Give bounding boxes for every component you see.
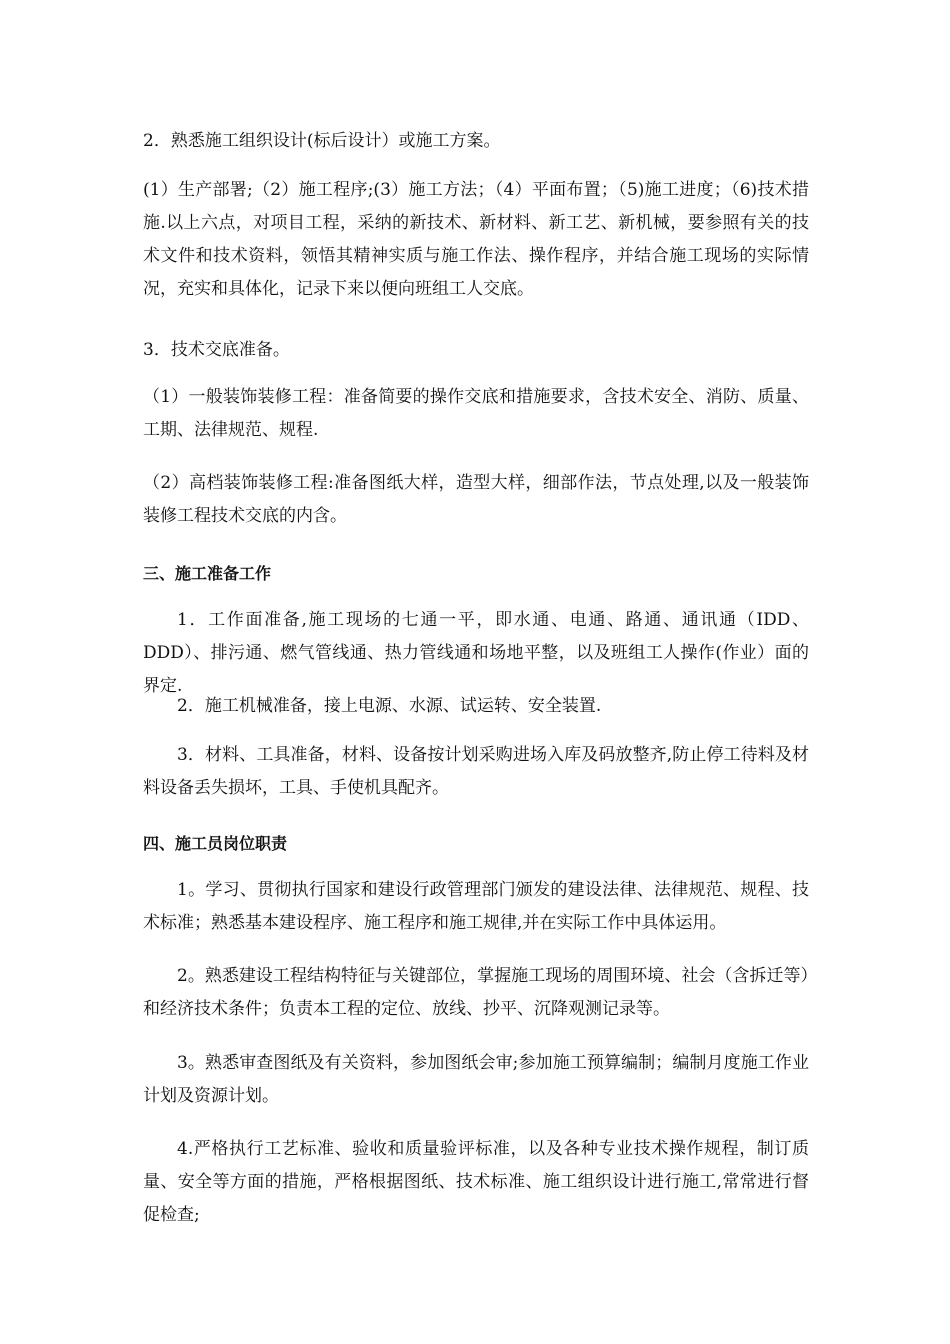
paragraph-materials-tools: 3．材料、工具准备，材料、设备按计划采购进场入库及码放整齐,防止停工待料及材料设备丢失损坏，工具、手使机具配齐。 — [143, 745, 809, 798]
paragraph-work-surface: 1．工作面准备,施工现场的七通一平，即水通、电通、路通、通讯通（IDD、DDD）、排污通、燃气管线通、热力管线通和场地平整，以及班组工人操作(作业）面的界定. — [143, 610, 809, 696]
paragraph-duty-3: 3。熟悉审查图纸及有关资料，参加图纸会审;参加施工预算编制；编制月度施工作业计划及资源计划。 — [143, 1053, 809, 1106]
paragraph-six-points: (1）生产部署;（2）施工程序;(3）施工方法；（4）平面布置；（5)施工进度；（6)技术措施.以上六点，对项目工程，采纳的新技术、新材料、新工艺、新机械，要参照有关的技术文件和技术资料，领悟其精神实质与施工作法、操作程序，并结合施工现场的实际情况，充实和具体化，记录下来以便向班组工人交底。 — [143, 180, 809, 299]
paragraph-technical-briefing: 3．技术交底准备。 — [143, 340, 290, 360]
section-heading-preparation: 三、施工准备工作 — [143, 564, 272, 583]
paragraph-duty-1: 1。学习、贯彻执行国家和建设行政管理部门颁发的建设法律、法律规范、规程、技术标准；熟悉基本建设程序、施工程序和施工规律,并在实际工作中具体运用。 — [143, 880, 809, 933]
paragraph-construction-design: 2．熟悉施工组织设计(标后设计）或施工方案。 — [143, 131, 501, 151]
paragraph-duty-2: 2。熟悉建设工程结构特征与关键部位，掌握施工现场的周围环境、社会（含拆迁等）和经济技术条件；负责本工程的定位、放线、抄平、沉降观测记录等。 — [143, 966, 809, 1019]
section-heading-duties: 四、施工员岗位职责 — [143, 834, 288, 853]
paragraph-duty-4: 4.严格执行工艺标准、验收和质量验评标准，以及各种专业技术操作规程，制订质量、安全等方面的措施，严格根据图纸、技术标准、施工组织设计进行施工,常常进行督促检查; — [143, 1139, 809, 1225]
paragraph-general-decoration: （1）一般装饰装修工程：准备简要的操作交底和措施要求，含技术安全、消防、质量、工期、法律规范、规程. — [143, 387, 809, 440]
paragraph-high-grade-decoration: （2）高档装饰装修工程:准备图纸大样，造型大样，细部作法，节点处理,以及一般装饰装修工程技术交底的内含。 — [143, 473, 809, 526]
paragraph-machinery: 2．施工机械准备，接上电源、水源、试运转、安全装置. — [177, 696, 602, 716]
